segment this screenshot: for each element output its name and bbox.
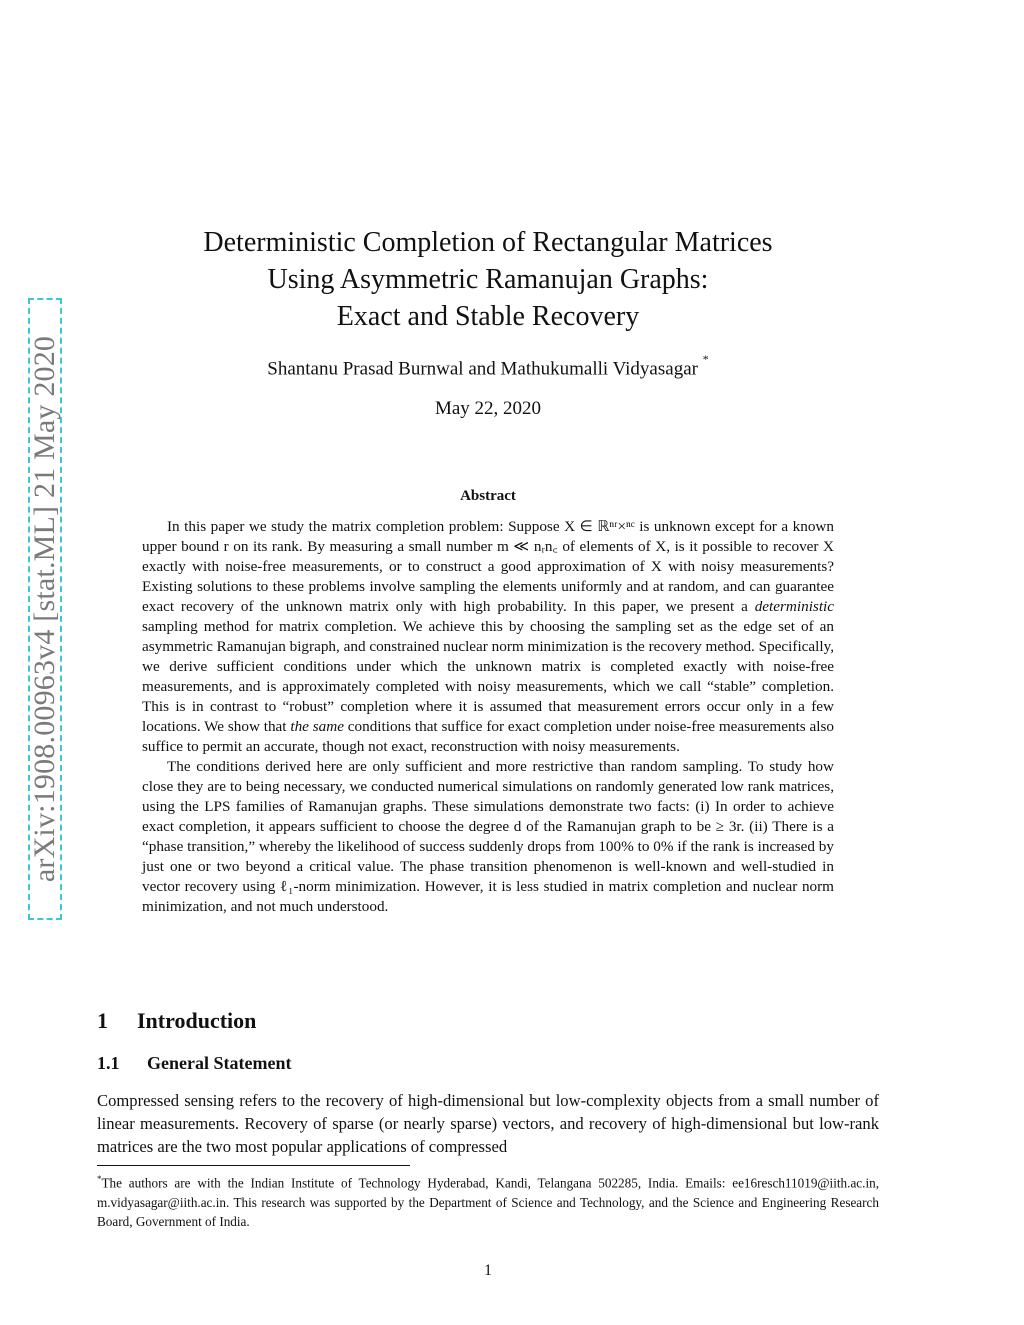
footnote-mark: * — [97, 1174, 102, 1184]
paper-date: May 22, 2020 — [434, 398, 542, 419]
subsection-heading-general-statement — [97, 1053, 291, 1074]
footnote — [97, 1170, 879, 1232]
section-heading-introduction — [97, 1008, 256, 1034]
abstract-body — [142, 517, 834, 917]
subsection-number: 1.1 — [97, 1053, 120, 1073]
abstract-paragraph: In this paper we study the matrix completion problem: Suppose X ∈ ℝⁿʳ×ⁿᶜ is unknown except for a known upper bound r on its rank. By measuring a small number m ≪ nᵣn꜀ of elements of X, is it possible to recover X exactly with noise-free measurements, or to construct a good approximation of X with noisy measurements? Existing solutions to these problems involve sampling the elements uniformly and at random, and can guarantee exact recovery of the unknown matrix only with high probability. In this paper, we present a deterministic sampling method for matrix completion. We achieve this by choosing the sampling set as the edge set of an asymmetric Ramanujan bigraph, and constrained nuclear norm minimization is the recovery method. Specifically, we derive sufficient conditions under which the unknown matrix is completed exactly with noise-free measurements, and is approximately completed with noisy measurements, which we call “stable” completion. This is in contrast to “robust” completion where it is assumed that measurement errors occur only in a few locations. We show that the same conditions that suffice for exact completion under noise-free measurements also suffice to permit an accurate, though not exact, reconstruction with noisy measurements. — [142, 518, 834, 755]
abstract-paragraph: The conditions derived here are only sufficient and more restrictive than random sampling. To study how close they are to being necessary, we conducted numerical simulations on randomly generated low rank matrices, using the LPS families of Ramanujan graphs. These simulations demonstrate two facts: (i) In order to achieve exact completion, it appears sufficient to choose the degree d of the Ramanujan graph to be ≥ 3r. (ii) There is a “phase transition,” whereby the likelihood of success suddenly drops from 100% to 0% if the rank is increased by just one or two beyond a critical value. The phase transition phenomenon is well-known and well-studied in vector recovery using ℓ₁-norm minimization. However, it is less studied in matrix completion and nuclear norm minimization, and not much understood. — [142, 758, 834, 915]
title-line: Using Asymmetric Ramanujan Graphs: — [267, 264, 709, 295]
title-line: Exact and Stable Recovery — [336, 301, 640, 332]
title-line: Deterministic Completion of Rectangular Matrices — [203, 227, 773, 258]
arxiv-stamp[interactable] — [28, 298, 62, 920]
author-footnote-mark[interactable]: * — [702, 352, 709, 366]
page-number: 1 — [484, 1262, 492, 1279]
arxiv-identifier[interactable]: arXiv:1908.00963v4 [stat.ML] 21 May 2020 — [28, 335, 61, 883]
footnote-divider — [97, 1165, 410, 1166]
author-list — [100, 352, 876, 380]
section-number: 1 — [97, 1008, 108, 1033]
abstract-heading: Abstract — [460, 488, 516, 504]
body-paragraph: Compressed sensing refers to the recovery of high-dimensional but low-complexity objects from a small number of linear measurements. Recovery of sparse (or nearly sparse) vectors, and recovery of high-dimensional but low-rank matrices are the two most popular applications of compressed — [97, 1091, 879, 1156]
authors-text: Shantanu Prasad Burnwal and Mathukumalli Vidyasagar — [267, 358, 698, 380]
footnote-text: The authors are with the Indian Institute of Technology Hyderabad, Kandi, Telangana 502285, India. Emails: ee16resch11019@iith.ac.in, m.vidyasagar@iith.ac.in. This research was supported by the Department of Science and Technology, and the Science and Engineering Research Board, Government of India. — [97, 1175, 879, 1230]
subsection-title: General Statement — [147, 1053, 292, 1073]
section-title: Introduction — [137, 1008, 257, 1033]
paper-title — [100, 224, 876, 335]
